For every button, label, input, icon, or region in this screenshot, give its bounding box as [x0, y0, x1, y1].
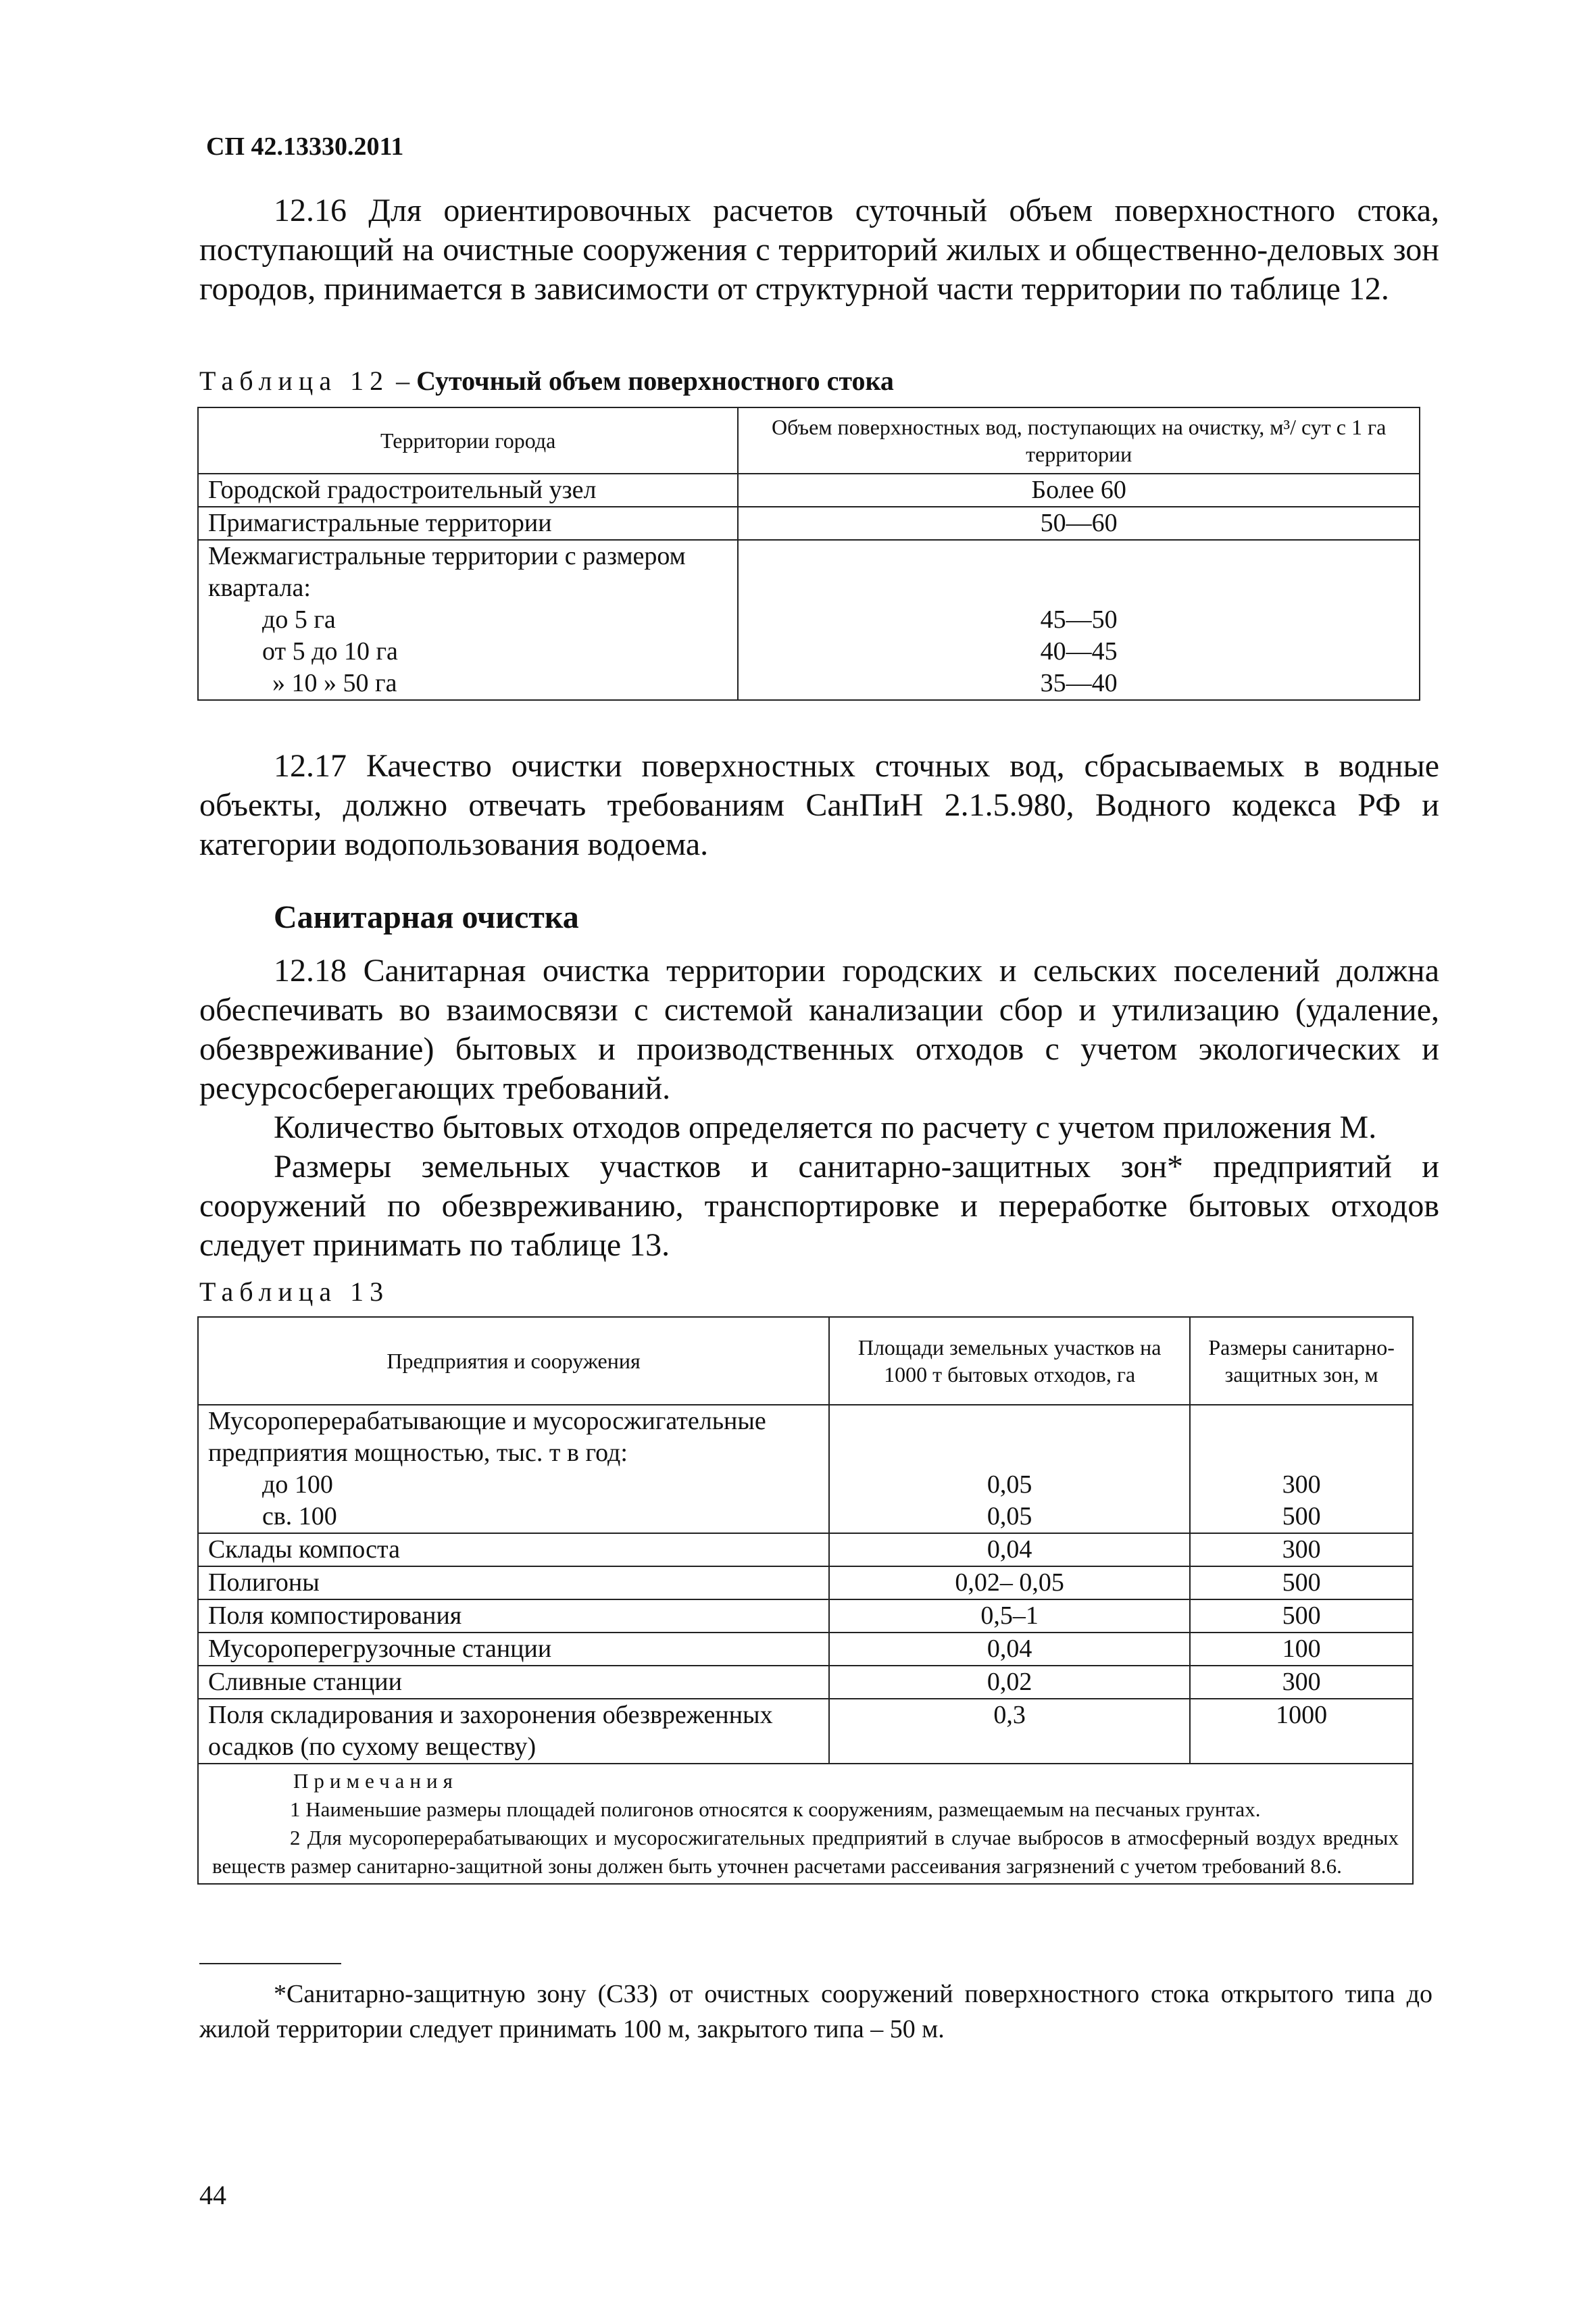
table-12-caption	[199, 365, 894, 397]
table-13-header-zone: Размеры санитарно-защитных зон, м	[1190, 1317, 1413, 1405]
table-13-group-zone: 300	[1282, 1470, 1321, 1499]
table-13-group-area: 0,05	[987, 1470, 1032, 1499]
footnote-rule	[199, 1963, 341, 1964]
table-12-group-value: 35—40	[1040, 669, 1118, 697]
notes-title: Примечания	[293, 1769, 458, 1793]
table-12	[197, 407, 1420, 701]
paragraph-12-17: 12.17 Качество очистки поверхностных сточных вод, сбрасываемых в водные объекты, должно отвечать требованиям СанПиН 2.1.5.980, Водного кодекса РФ и категории водопользования водоема.	[199, 748, 1439, 862]
table-13-cell-zone: 500	[1190, 1566, 1413, 1599]
table-13-group-zones	[1190, 1405, 1413, 1533]
table-13-group-item: св. 100	[262, 1502, 337, 1530]
table-13-header-row	[198, 1317, 1413, 1405]
table-13-caption-text: Таблица 13	[199, 1276, 390, 1307]
table-12-group-item: » 10 » 50 га	[272, 669, 397, 697]
paragraph-waste-count: Количество бытовых отходов определяется по расчету с учетом приложения М.	[274, 1110, 1377, 1145]
table-row-group	[198, 1405, 1413, 1533]
table-13-group-area: 0,05	[987, 1502, 1032, 1530]
table-12-caption-prefix: Таблица 12	[199, 366, 390, 396]
table-row-group	[198, 540, 1420, 700]
table-13-cell-zone: 300	[1190, 1533, 1413, 1566]
table-row	[198, 1599, 1413, 1633]
table-13-caption	[199, 1276, 389, 1308]
table-13-cell-area: 0,04	[829, 1633, 1190, 1666]
table-13-cell-name: Склады компоста	[198, 1533, 829, 1566]
table-12-group-names	[198, 540, 738, 700]
paragraph-12-16: 12.16 Для ориентировочных расчетов суточный объем поверхностного стока, поступающий на очистные сооружения с территорий жилых и общественно-деловых зон городов, принимается в зависимости от структурной части территории по таблице 12.	[199, 193, 1439, 307]
table-13-cell-name: Мусороперегрузочные станции	[198, 1633, 829, 1666]
table-row	[198, 1699, 1413, 1764]
table-13-cell-area: 0,04	[829, 1533, 1190, 1566]
table-13-group-title: Мусороперерабатывающие и мусоросжигательные предприятия мощностью, тыс. т в год:	[208, 1407, 766, 1467]
paragraph-sizes: Размеры земельных участков и санитарно-защитных зон* предприятий и сооружений по обезвреживанию, транспортировке и переработке бытовых отходов следует принимать по таблице 13.	[199, 1149, 1439, 1263]
table-row	[198, 1566, 1413, 1599]
table-12-cell-name: Городской градостроительный узел	[198, 474, 738, 507]
table-13-cell-name: Полигоны	[198, 1566, 829, 1599]
table-13-cell-area: 0,3	[829, 1699, 1190, 1764]
note-1: 1 Наименьшие размеры площадей полигонов относятся к сооружениям, размещаемым на песчаных грунтах.	[290, 1797, 1261, 1821]
table-13-cell-zone: 1000	[1190, 1699, 1413, 1764]
table-row	[198, 1533, 1413, 1566]
table-13-header-area: Площади земельных участков на 1000 т бытовых отходов, га	[829, 1317, 1190, 1405]
table-12-group-item: до 5 га	[262, 605, 336, 634]
table-13-group-areas	[829, 1405, 1190, 1533]
table-12-group-values	[738, 540, 1420, 700]
page-number: 44	[199, 2180, 226, 2210]
table-13-cell-zone: 300	[1190, 1666, 1413, 1699]
table-13	[197, 1316, 1414, 1885]
table-row	[198, 507, 1420, 540]
table-13-cell-name: Сливные станции	[198, 1666, 829, 1699]
table-13-notes	[198, 1764, 1413, 1884]
table-row	[198, 1633, 1413, 1666]
table-13-cell-zone: 100	[1190, 1633, 1413, 1666]
table-13-cell-name: Поля складирования и захоронения обезвреженных осадков (по сухому веществу)	[198, 1699, 829, 1764]
table-13-group-item: до 100	[262, 1470, 333, 1499]
table-12-group-title: Межмагистральные территории с размером квартала:	[208, 542, 686, 602]
table-row	[198, 474, 1420, 507]
table-row	[198, 1666, 1413, 1699]
footnote: *Санитарно-защитную зону (СЗЗ) от очистных сооружений поверхностного стока открытого типа до жилой территории следует принимать 100 м, закрытого типа – 50 м.	[199, 1980, 1432, 2043]
table-12-caption-title: Суточный объем поверхностного стока	[416, 366, 894, 396]
table-13-header-enterprises: Предприятия и сооружения	[198, 1317, 829, 1405]
table-12-header-row	[198, 407, 1420, 474]
table-12-cell-value: 50—60	[738, 507, 1420, 540]
note-2: 2 Для мусороперерабатывающих и мусоросжигательных предприятий в случае выбросов в атмосферный воздух вредных веществ размер санитарно-защитной зоны должен быть уточнен расчетами рассеивания загрязнений с учетом требований 8.6.	[212, 1826, 1399, 1878]
table-13-cell-area: 0,5–1	[829, 1599, 1190, 1633]
table-13-cell-name: Поля компостирования	[198, 1599, 829, 1633]
table-12-caption-dash: –	[389, 366, 417, 396]
table-12-header-territories: Территории города	[198, 407, 738, 474]
table-12-group-value: 45—50	[1040, 605, 1118, 634]
table-13-cell-area: 0,02	[829, 1666, 1190, 1699]
table-12-header-volume: Объем поверхностных вод, поступающих на очистку, м³/ сут с 1 га территории	[738, 407, 1420, 474]
table-13-cell-area: 0,02– 0,05	[829, 1566, 1190, 1599]
table-13-group-names	[198, 1405, 829, 1533]
table-12-group-value: 40—45	[1040, 637, 1118, 666]
table-12-cell-value: Более 60	[738, 474, 1420, 507]
paragraph-12-18: 12.18 Санитарная очистка территории городских и сельских поселений должна обеспечивать во взаимосвязи с системой канализации сбор и утилизацию (удаление, обезвреживание) бытовых и производственных отходов с учетом экологических и ресурсосберегающих требований.	[199, 953, 1439, 1106]
table-13-cell-zone: 500	[1190, 1599, 1413, 1633]
table-12-cell-name: Примагистральные территории	[198, 507, 738, 540]
table-12-group-item: от 5 до 10 га	[262, 637, 398, 666]
table-13-group-zone: 500	[1282, 1502, 1321, 1530]
section-title: Санитарная очистка	[274, 899, 579, 935]
table-13-notes-row	[198, 1764, 1413, 1884]
document-code: СП 42.13330.2011	[206, 132, 404, 161]
